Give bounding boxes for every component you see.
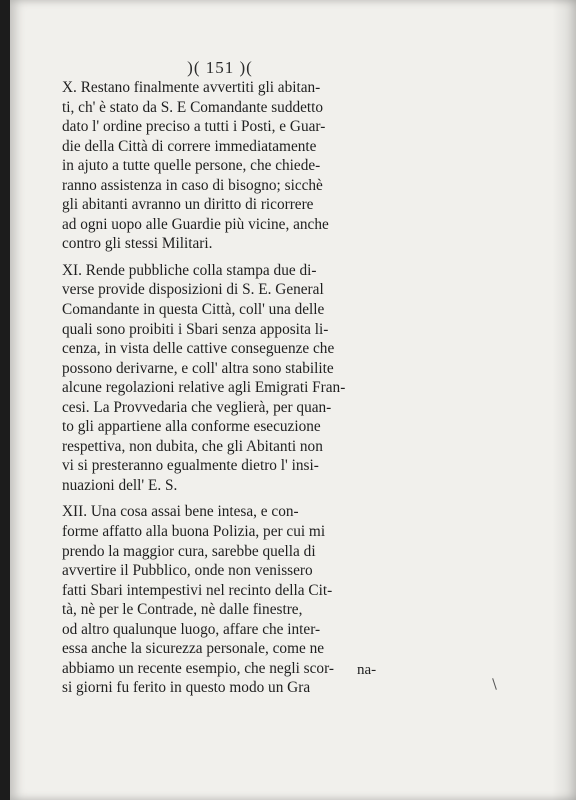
text-line: od altro qualunque luogo, affare che inter-: [62, 620, 321, 638]
catchword: na-: [357, 662, 377, 678]
text-line: ti, ch' è stato da S. E Comandante suddetto: [62, 98, 324, 116]
text-line: fatti Sbari intempestivi nel recinto della Cit-: [62, 581, 333, 599]
text-line: in ajuto a tutte quelle persone, che chiede-: [62, 157, 321, 175]
paragraph-xii: [62, 502, 392, 697]
text-line: avvertire il Pubblico, onde non venissero: [62, 562, 313, 580]
text-line: cesi. La Provvedaria che veglierà, per quan-: [62, 398, 332, 416]
text-line: ad ogni uopo alle Guardie più vicine, anche: [62, 215, 329, 233]
text-line: tà, nè per le Contrade, nè dalle finestre,: [62, 601, 303, 619]
text-line: contro gli stessi Militari.: [62, 235, 213, 253]
page-gutter-shadow: [552, 0, 576, 800]
text-line: forme affatto alla buona Polizia, per cui mi: [62, 523, 326, 541]
text-line: gli abitanti avranno un diritto di ricorrere: [62, 196, 314, 214]
text-line: respettiva, non dubita, che gli Abitanti non: [62, 437, 323, 455]
text-line: abbiamo un recente esempio, che negli scor-: [62, 659, 334, 677]
text-line: die della Città di correre immediatamente: [62, 137, 317, 155]
text-line: possono derivarne, e coll' altra sono stabilite: [62, 359, 334, 377]
text-line: essa anche la sicurezza personale, come ne: [62, 640, 325, 658]
text-line: ranno assistenza in caso di bisogno; sicchè: [62, 176, 323, 194]
text-line: to gli appartiene alla conforme esecuzione: [62, 418, 321, 436]
text-line: verse provide disposizioni di S. E. General: [62, 281, 324, 299]
text-line: XI. Rende pubbliche colla stampa due di-: [62, 261, 317, 279]
paragraph-x: [62, 78, 392, 254]
text-line: nuazioni dell' E. S.: [62, 476, 178, 494]
text-line: cenza, in vista delle cattive conseguenze che: [62, 340, 335, 358]
body-text: [62, 78, 392, 705]
text-line: vi si presteranno egualmente dietro l' insi-: [62, 457, 319, 475]
text-line: prendo la maggior cura, sarebbe quella di: [62, 542, 316, 560]
text-line: X. Restano finalmente avvertiti gli abitan-: [62, 79, 321, 96]
text-line: quali sono proibiti i Sbari senza apposita li-: [62, 320, 329, 338]
text-line: Comandante in questa Città, coll' una delle: [62, 301, 325, 319]
text-line: dato l' ordine preciso a tutti i Posti, e Guar-: [62, 118, 326, 136]
text-line: alcune regolazioni relative agli Emigrati Fran-: [62, 379, 346, 397]
text-line: si giorni fu ferito in questo modo un Gra: [62, 679, 311, 697]
text-line: XII. Una cosa assai bene intesa, e con-: [62, 503, 299, 521]
page-number: )( 151 )(: [187, 58, 253, 77]
paragraph-xi: [62, 261, 392, 496]
